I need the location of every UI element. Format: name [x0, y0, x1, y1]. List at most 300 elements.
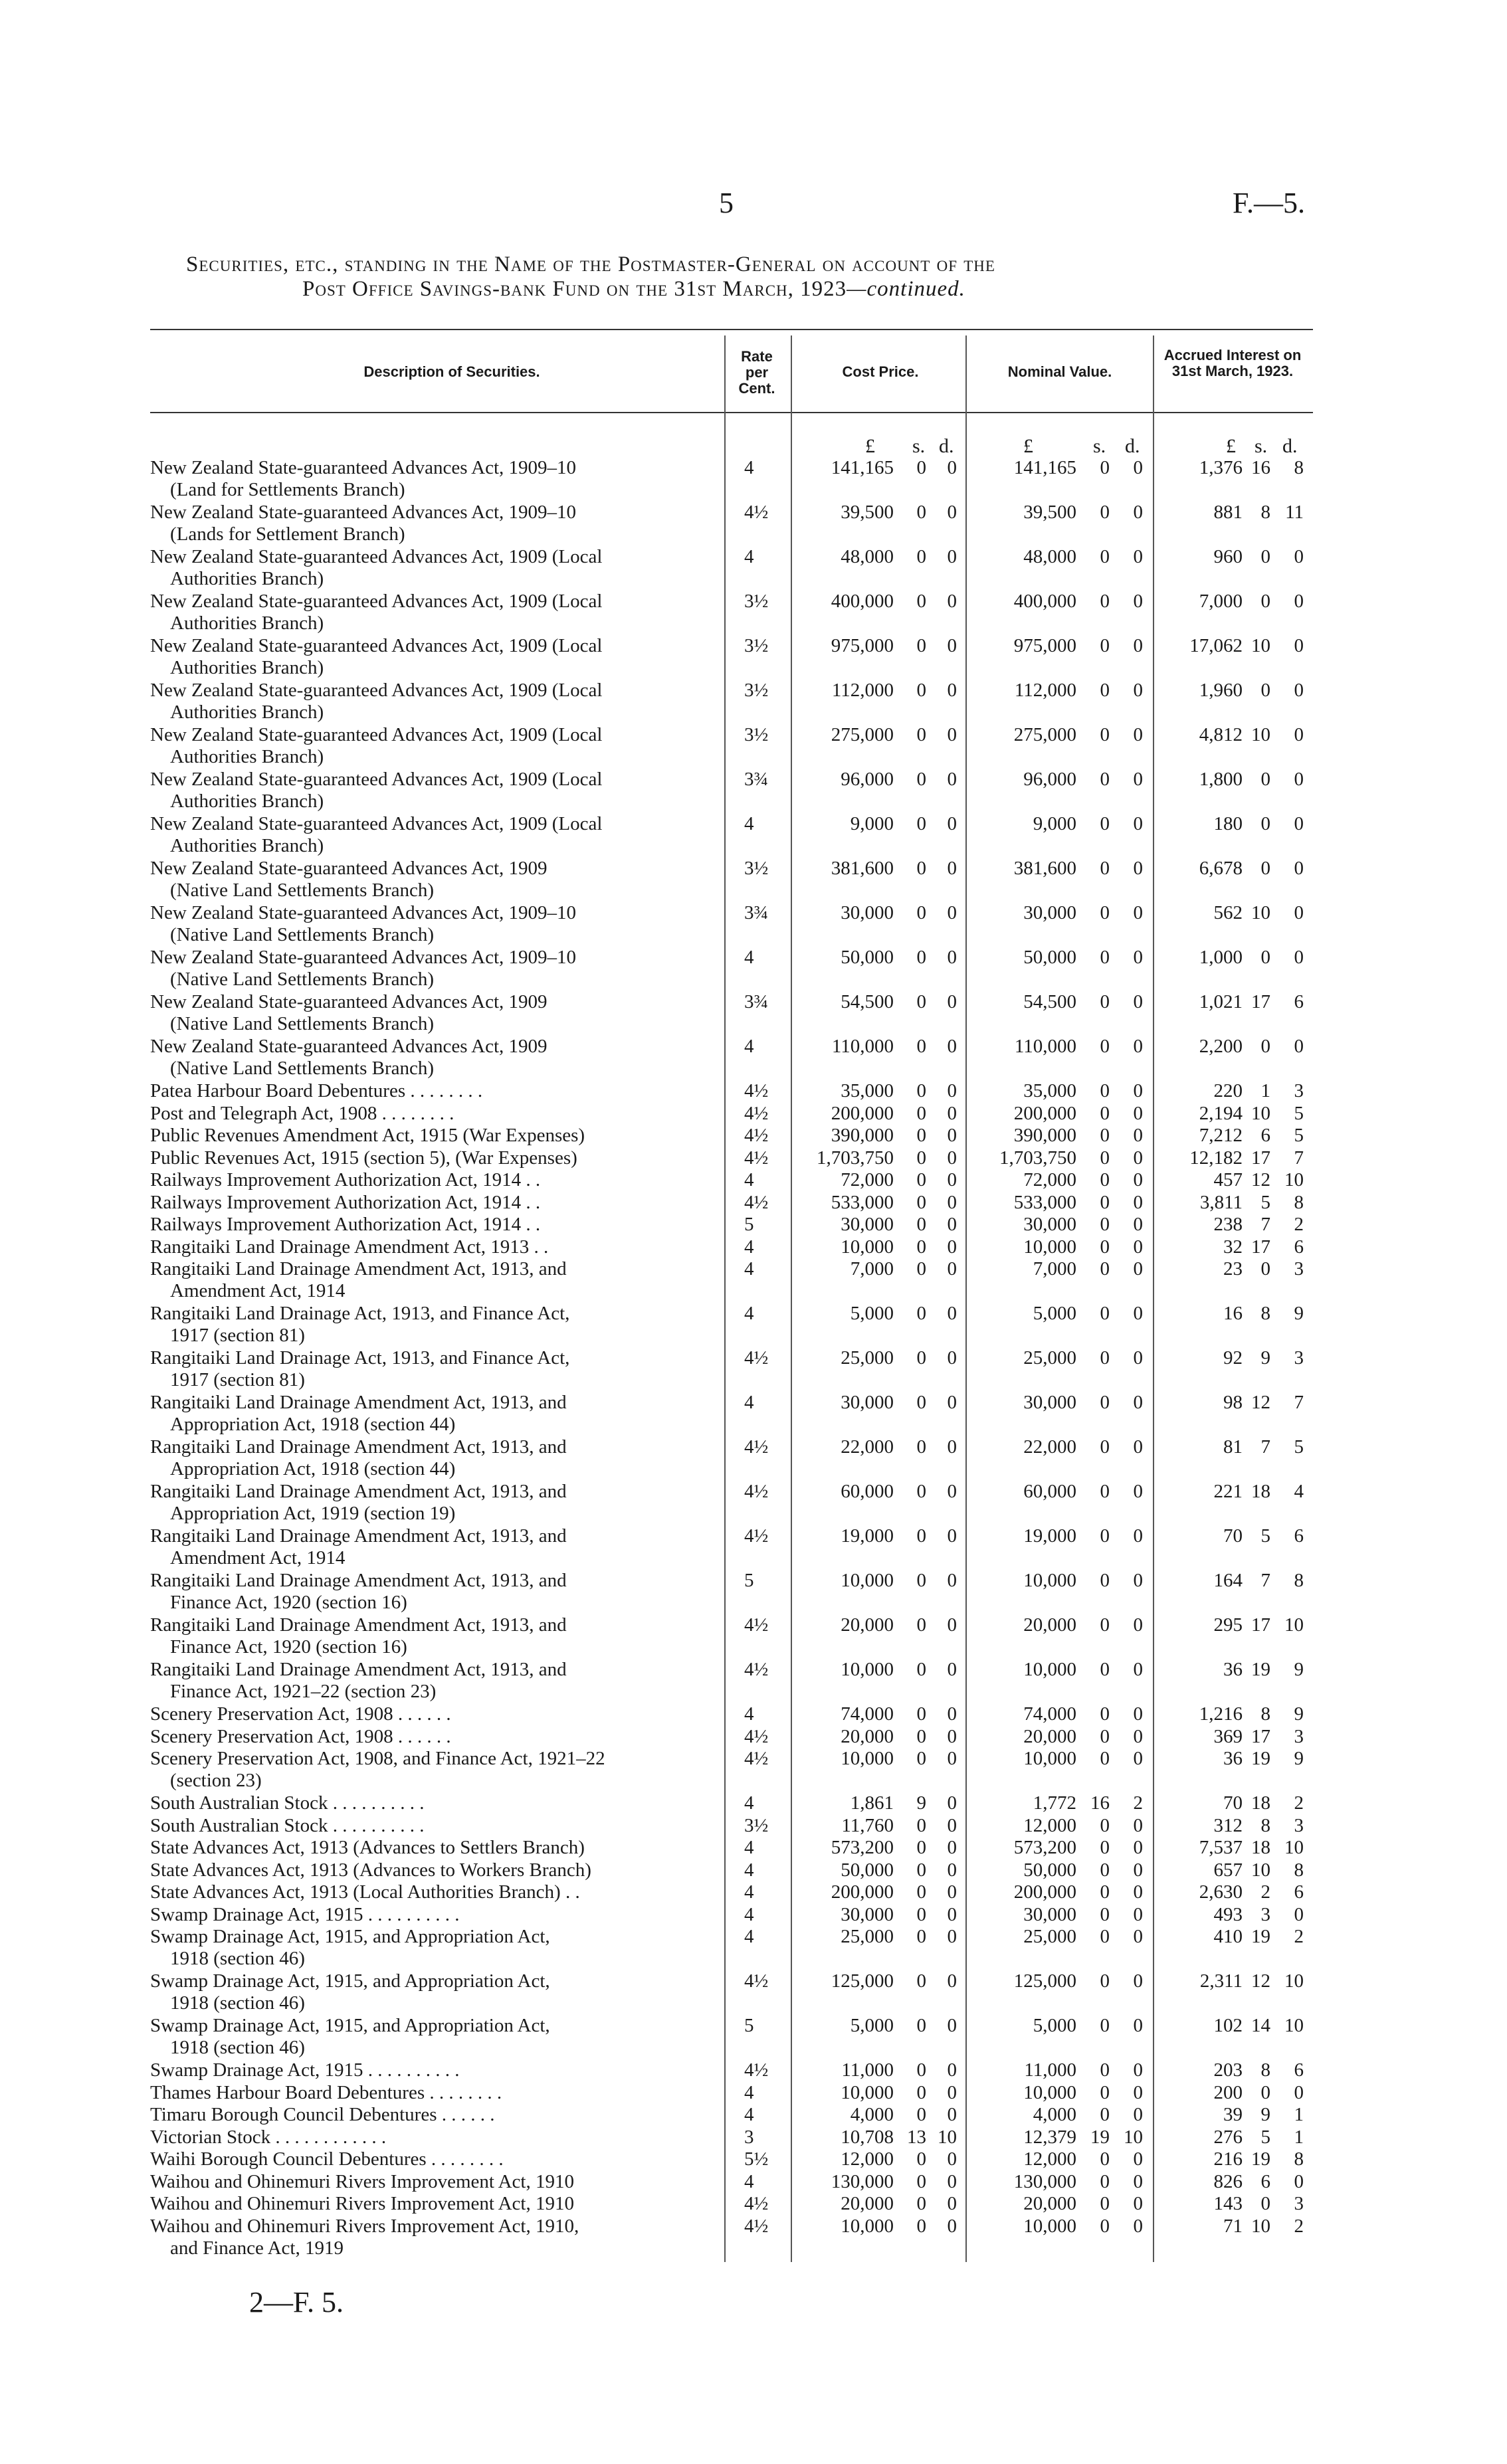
- table-row: [0, 1147, 1507, 1170]
- security-description: [150, 1392, 715, 1436]
- rate-cell: 4½: [744, 1191, 769, 1213]
- interest-shillings: 9: [1260, 1347, 1270, 1369]
- table-row: [0, 1970, 1507, 2015]
- rate-cell: 4: [744, 2081, 754, 2103]
- cost-pounds: 9,000: [850, 813, 894, 834]
- cost-pounds: 30,000: [841, 1392, 894, 1413]
- cost-shillings: 0: [916, 2215, 926, 2237]
- table-row: [0, 1347, 1507, 1392]
- title-continued: —continued.: [847, 277, 965, 301]
- nominal-pounds: 110,000: [1014, 1036, 1076, 1057]
- rate-cell: 4½: [744, 1659, 769, 1680]
- cost-shillings: 0: [916, 457, 926, 478]
- cost-pence: 0: [947, 991, 957, 1012]
- table-row: [0, 1214, 1507, 1236]
- cost-shillings: 9: [916, 1792, 926, 1814]
- interest-pounds: 826: [1213, 2170, 1243, 2192]
- description-continuation: 1917 (section 81): [170, 1369, 305, 1390]
- security-description: [150, 1815, 715, 1837]
- description-line: Timaru Borough Council Debentures . . . . . .: [150, 2104, 495, 2125]
- security-description: [150, 858, 715, 901]
- nominal-pounds: 48,000: [1023, 546, 1076, 567]
- nominal-pounds: 390,000: [1013, 1125, 1076, 1146]
- nominal-pence: 0: [1133, 591, 1143, 612]
- rate-cell: 3¾: [744, 769, 769, 790]
- cost-pounds: 381,600: [831, 858, 894, 879]
- nominal-pounds: 11,000: [1024, 2059, 1076, 2081]
- interest-pence: 8: [1294, 457, 1304, 478]
- footer-signature: 2—F. 5.: [249, 2286, 344, 2319]
- nominal-shillings: 0: [1100, 991, 1110, 1012]
- interest-shillings: 0: [1260, 2081, 1270, 2103]
- description-line: Rangitaiki Land Drainage Amendment Act, 1913, and: [150, 1258, 567, 1279]
- nominal-shillings: 0: [1100, 1169, 1110, 1190]
- description-continuation: Authorities Branch): [170, 613, 324, 634]
- cost-pence: 0: [947, 724, 957, 745]
- nominal-shillings: 0: [1100, 858, 1110, 879]
- interest-pence: 10: [1284, 2015, 1304, 2036]
- description-line: Waihou and Ohinemuri Rivers Improvement Act, 1910,: [150, 2215, 579, 2237]
- cost-shillings: 0: [916, 1881, 926, 1903]
- cost-pounds: 10,000: [841, 2215, 894, 2237]
- nominal-pence: 0: [1133, 1814, 1143, 1836]
- nominal-pence: 0: [1133, 1236, 1143, 1258]
- rate-cell: 4: [744, 1903, 754, 1925]
- rate-cell: 4: [744, 1036, 754, 1057]
- nominal-pounds: 1,703,750: [999, 1147, 1076, 1169]
- cost-pounds: 10,000: [841, 1659, 894, 1680]
- nominal-pence: 0: [1133, 1436, 1143, 1458]
- cost-pounds: 573,200: [831, 1837, 894, 1858]
- nominal-shillings: 0: [1100, 1659, 1110, 1680]
- nominal-pounds: 10,000: [1023, 2081, 1076, 2103]
- cost-shillings: 0: [916, 858, 926, 879]
- rate-cell: 3½: [744, 1814, 769, 1836]
- interest-pounds: 295: [1213, 1614, 1243, 1636]
- nominal-pence: 0: [1133, 1392, 1143, 1413]
- interest-pounds: 1,021: [1199, 991, 1243, 1012]
- interest-pounds: 1,000: [1199, 947, 1243, 968]
- description-line: New Zealand State-guaranteed Advances Act, 1909: [150, 991, 548, 1012]
- table-row: [0, 1614, 1507, 1659]
- cost-pence: 0: [947, 546, 957, 567]
- security-description: [150, 1347, 715, 1391]
- interest-shillings: 17: [1251, 1725, 1270, 1747]
- interest-shillings: 0: [1260, 546, 1270, 567]
- nominal-shillings: 0: [1100, 1703, 1110, 1725]
- interest-pounds: 16: [1223, 1303, 1243, 1324]
- nominal-pence: 0: [1133, 502, 1143, 523]
- interest-pence: 3: [1294, 1258, 1304, 1279]
- description-line: Victorian Stock . . . . . . . . . . . .: [150, 2126, 387, 2148]
- table-row: [0, 1792, 1507, 1815]
- description-continuation: Authorities Branch): [170, 702, 324, 723]
- security-description: [150, 1036, 715, 1080]
- table-row: [0, 1748, 1507, 1792]
- cost-shillings: 0: [916, 1169, 926, 1190]
- nominal-pence: 0: [1133, 1859, 1143, 1881]
- interest-pence: 0: [1294, 1903, 1304, 1925]
- description-line: New Zealand State-guaranteed Advances Act, 1909 (Local: [150, 635, 603, 656]
- header-rule-top: [150, 329, 1313, 330]
- nominal-pounds: 25,000: [1023, 1926, 1076, 1947]
- nominal-pence: 0: [1133, 1347, 1143, 1369]
- interest-pence: 3: [1294, 1347, 1304, 1369]
- rate-cell: 4½: [744, 1481, 769, 1502]
- cost-shillings: 0: [916, 1970, 926, 1992]
- table-row: [0, 1258, 1507, 1303]
- nominal-pounds: 200,000: [1013, 1102, 1076, 1124]
- cost-shillings: 0: [916, 1258, 926, 1279]
- interest-pence: 0: [1294, 680, 1304, 701]
- description-line: Railways Improvement Authorization Act, 1914 . .: [150, 1169, 541, 1190]
- security-description: [150, 1258, 715, 1302]
- nominal-pence: 0: [1133, 1214, 1143, 1235]
- table-row: [0, 2104, 1507, 2127]
- nominal-pence: 0: [1133, 1481, 1143, 1502]
- description-line: Public Revenues Act, 1915 (section 5), (War Expenses): [150, 1147, 577, 1169]
- title-line-2-text: Post Office Savings-bank Fund on the 31st March, 1923: [302, 277, 847, 301]
- interest-pence: 9: [1294, 1703, 1304, 1725]
- interest-pounds: 39: [1223, 2104, 1243, 2125]
- description-line: New Zealand State-guaranteed Advances Act, 1909: [150, 1036, 548, 1057]
- nominal-shillings: 0: [1100, 1258, 1110, 1279]
- cost-shillings: 0: [916, 1303, 926, 1324]
- interest-pence: 8: [1294, 1859, 1304, 1881]
- cost-pounds: 5,000: [850, 1303, 894, 1324]
- interest-shillings: 9: [1260, 2104, 1270, 2125]
- security-description: [150, 2127, 715, 2148]
- nominal-pence: 0: [1133, 1725, 1143, 1747]
- cost-pence: 0: [947, 1392, 957, 1413]
- cost-pence: 0: [947, 2104, 957, 2125]
- interest-pence: 0: [1294, 2081, 1304, 2103]
- nominal-pence: 0: [1133, 1881, 1143, 1903]
- description-line: State Advances Act, 1913 (Local Authorities Branch) . .: [150, 1881, 580, 1903]
- interest-shillings: 0: [1260, 858, 1270, 879]
- security-description: [150, 546, 715, 590]
- nominal-shillings: 0: [1100, 1036, 1110, 1057]
- description-continuation: (Native Land Settlements Branch): [170, 969, 435, 990]
- rate-cell: 5½: [744, 2148, 769, 2170]
- nominal-pence: 0: [1133, 457, 1143, 478]
- interest-pence: 6: [1294, 1525, 1304, 1547]
- description-line: Waihou and Ohinemuri Rivers Improvement Act, 1910: [150, 2193, 574, 2214]
- rate-cell: 3¾: [744, 991, 769, 1012]
- interest-pounds: 2,194: [1199, 1102, 1243, 1124]
- nominal-shillings: 0: [1100, 2215, 1110, 2237]
- rate-cell: 3: [744, 2126, 754, 2148]
- cost-pounds: 35,000: [841, 1080, 894, 1101]
- interest-pence: 3: [1294, 1814, 1304, 1836]
- security-description: [150, 1103, 715, 1125]
- interest-pence: 2: [1294, 1214, 1304, 1235]
- nominal-shillings: 0: [1100, 2104, 1110, 2125]
- interest-shillings: 12: [1251, 1392, 1270, 1413]
- rate-cell: 4½: [744, 2059, 769, 2081]
- description-continuation: and Finance Act, 1919: [170, 2237, 344, 2259]
- cost-pounds: 54,500: [841, 991, 894, 1012]
- table-row: [0, 2171, 1507, 2194]
- cost-pence: 0: [947, 1214, 957, 1235]
- cost-pence: 0: [947, 1837, 957, 1858]
- interest-pounds: 457: [1213, 1169, 1243, 1190]
- cost-pence-symbol: d.: [939, 435, 954, 457]
- description-continuation: Authorities Branch): [170, 835, 324, 856]
- interest-pounds: 102: [1213, 2015, 1243, 2036]
- security-description: [150, 1214, 715, 1236]
- interest-pounds: 2,311: [1199, 1970, 1243, 1992]
- description-line: New Zealand State-guaranteed Advances Act, 1909 (Local: [150, 591, 603, 612]
- rate-cell: 4: [744, 947, 754, 968]
- cost-pounds: 112,000: [831, 680, 894, 701]
- interest-shillings: 0: [1260, 2193, 1270, 2214]
- interest-pounds: 81: [1223, 1436, 1243, 1458]
- rate-cell: 3½: [744, 591, 769, 612]
- nominal-pence: 0: [1133, 1102, 1143, 1124]
- cost-pence: 0: [947, 2148, 957, 2170]
- security-description: [150, 769, 715, 812]
- cost-pence: 0: [947, 591, 957, 612]
- nominal-shillings: 0: [1100, 2148, 1110, 2170]
- cost-pence: 0: [947, 1169, 957, 1190]
- interest-pence: 0: [1294, 813, 1304, 834]
- table-row: [0, 1192, 1507, 1214]
- cost-shillings: 0: [916, 1191, 926, 1213]
- nominal-pence: 0: [1133, 635, 1143, 656]
- nominal-pence: 0: [1133, 2059, 1143, 2081]
- nominal-shillings: 0: [1100, 1837, 1110, 1858]
- nominal-shillings: 0: [1100, 457, 1110, 478]
- security-description: [150, 1570, 715, 1614]
- security-description: [150, 1926, 715, 1970]
- description-line: New Zealand State-guaranteed Advances Act, 1909 (Local: [150, 724, 603, 745]
- nominal-shillings: 0: [1100, 635, 1110, 656]
- nominal-pence: 0: [1133, 2148, 1143, 2170]
- interest-shillings: 8: [1260, 1303, 1270, 1324]
- description-continuation: Appropriation Act, 1918 (section 44): [170, 1414, 456, 1435]
- cost-pence: 0: [947, 2193, 957, 2214]
- description-line: Railways Improvement Authorization Act, 1914 . .: [150, 1191, 541, 1213]
- cost-shillings: 0: [916, 1614, 926, 1636]
- nominal-pounds: 200,000: [1013, 1881, 1076, 1903]
- cost-pence: 0: [947, 2170, 957, 2192]
- description-line: State Advances Act, 1913 (Advances to Settlers Branch): [150, 1837, 585, 1858]
- rate-cell: 4: [744, 1926, 754, 1947]
- interest-pence: 2: [1294, 1926, 1304, 1947]
- interest-pounds: 657: [1213, 1859, 1243, 1881]
- description-line: Rangitaiki Land Drainage Amendment Act, 1913, and: [150, 1570, 567, 1591]
- cost-pence: 0: [947, 947, 957, 968]
- interest-pounds: 312: [1213, 1814, 1243, 1836]
- description-continuation: Appropriation Act, 1919 (section 19): [170, 1503, 456, 1524]
- interest-pence: 3: [1294, 1725, 1304, 1747]
- interest-pence: 5: [1294, 1102, 1304, 1124]
- interest-pounds: 1,216: [1199, 1703, 1243, 1725]
- nominal-pence: 0: [1133, 2193, 1143, 2214]
- interest-pence: 10: [1284, 1614, 1304, 1636]
- rate-cell: 4½: [744, 1147, 769, 1169]
- interest-shillings: 5: [1260, 1525, 1270, 1547]
- table-row: [0, 858, 1507, 902]
- cost-shillings: 0: [916, 947, 926, 968]
- description-continuation: 1918 (section 46): [170, 1948, 305, 1969]
- nominal-pounds: 19,000: [1023, 1525, 1076, 1547]
- table-row: [0, 2148, 1507, 2171]
- nominal-pounds: 10,000: [1023, 1748, 1076, 1769]
- cost-pence: 0: [947, 1570, 957, 1591]
- security-description: [150, 991, 715, 1035]
- description-line: Railways Improvement Authorization Act, 1914 . .: [150, 1214, 541, 1235]
- interest-pounds: 1,960: [1199, 680, 1243, 701]
- nominal-pence: 0: [1133, 1748, 1143, 1769]
- security-description: [150, 1303, 715, 1347]
- interest-pounds: 7,000: [1199, 591, 1243, 612]
- rate-cell: 5: [744, 1214, 754, 1235]
- interest-pence: 9: [1294, 1303, 1304, 1324]
- security-description: [150, 2015, 715, 2059]
- table-row: [0, 1236, 1507, 1259]
- description-line: Rangitaiki Land Drainage Act, 1913, and Finance Act,: [150, 1303, 570, 1324]
- interest-shillings: 14: [1251, 2015, 1270, 2036]
- description-line: Rangitaiki Land Drainage Amendment Act, 1913 . .: [150, 1236, 549, 1258]
- cost-pence: 0: [947, 2215, 957, 2237]
- cost-pounds: 10,000: [841, 1748, 894, 1769]
- interest-shillings: 18: [1251, 1481, 1270, 1502]
- description-line: Rangitaiki Land Drainage Amendment Act, 1913, and: [150, 1481, 567, 1502]
- interest-pence: 6: [1294, 1881, 1304, 1903]
- interest-pounds: 98: [1223, 1392, 1243, 1413]
- rate-cell: 4: [744, 1859, 754, 1881]
- interest-pence: 6: [1294, 1236, 1304, 1258]
- interest-pounds: 220: [1213, 1080, 1243, 1101]
- interest-shillings: 5: [1260, 2126, 1270, 2148]
- rate-cell: 4½: [744, 502, 769, 523]
- description-continuation: (Native Land Settlements Branch): [170, 1013, 435, 1034]
- interest-pounds: 2,630: [1199, 1881, 1243, 1903]
- table-row: [0, 1837, 1507, 1859]
- nominal-shillings: 0: [1100, 1436, 1110, 1458]
- nominal-pounds: 30,000: [1023, 1392, 1076, 1413]
- cost-pence: 0: [947, 680, 957, 701]
- security-description: [150, 2193, 715, 2215]
- description-continuation: (Lands for Settlement Branch): [170, 523, 405, 545]
- cost-pounds: 141,165: [831, 457, 894, 478]
- table-row: [0, 991, 1507, 1036]
- interest-pounds: 960: [1213, 546, 1243, 567]
- nominal-pounds: 130,000: [1013, 2170, 1076, 2192]
- cost-pounds: 20,000: [841, 2193, 894, 2214]
- nominal-shillings: 0: [1100, 813, 1110, 834]
- rate-cell: 4½: [744, 1080, 769, 1101]
- nominal-shillings: 0: [1100, 1147, 1110, 1169]
- description-line: Scenery Preservation Act, 1908 . . . . . .: [150, 1725, 451, 1747]
- table-row: [0, 813, 1507, 858]
- interest-shillings: 0: [1260, 947, 1270, 968]
- security-description: [150, 1525, 715, 1569]
- interest-pence: 5: [1294, 1125, 1304, 1146]
- interest-pounds: 36: [1223, 1659, 1243, 1680]
- interest-pence: 10: [1284, 1837, 1304, 1858]
- interest-pence: 9: [1294, 1748, 1304, 1769]
- description-line: Public Revenues Amendment Act, 1915 (War Expenses): [150, 1125, 585, 1146]
- table-row: [0, 1525, 1507, 1570]
- description-continuation: 1917 (section 81): [170, 1325, 305, 1346]
- cost-pounds: 130,000: [831, 2170, 894, 2192]
- interest-shillings: 17: [1251, 1236, 1270, 1258]
- interest-pounds: 369: [1213, 1725, 1243, 1747]
- interest-pence: 2: [1294, 1792, 1304, 1814]
- nominal-pounds: 573,200: [1013, 1837, 1076, 1858]
- description-continuation: Authorities Branch): [170, 791, 324, 812]
- rate-cell: 4½: [744, 2193, 769, 2214]
- description-line: State Advances Act, 1913 (Advances to Workers Branch): [150, 1859, 591, 1881]
- security-description: [150, 1703, 715, 1725]
- cost-pence: 0: [947, 1036, 957, 1057]
- cost-pence: 0: [947, 1903, 957, 1925]
- table-row: [0, 1125, 1507, 1147]
- description-continuation: Finance Act, 1920 (section 16): [170, 1592, 407, 1613]
- interest-pound-symbol: £: [1226, 435, 1236, 457]
- cost-pounds: 50,000: [841, 1859, 894, 1881]
- cost-pence: 0: [947, 2081, 957, 2103]
- nominal-shillings: 0: [1100, 2193, 1110, 2214]
- cost-pence: 0: [947, 1258, 957, 1279]
- rate-cell: 4: [744, 1837, 754, 1858]
- table-row: [0, 1303, 1507, 1347]
- interest-pence: 0: [1294, 858, 1304, 879]
- description-line: Scenery Preservation Act, 1908, and Finance Act, 1921–22: [150, 1748, 605, 1769]
- cost-pounds: 30,000: [841, 902, 894, 923]
- interest-pence: 8: [1294, 1191, 1304, 1213]
- interest-shillings: 0: [1260, 680, 1270, 701]
- cost-shillings: 0: [916, 1570, 926, 1591]
- nominal-pence: 0: [1133, 724, 1143, 745]
- cost-pounds: 400,000: [831, 591, 894, 612]
- cost-shillings: 0: [916, 991, 926, 1012]
- nominal-shillings: 0: [1100, 902, 1110, 923]
- nominal-shillings: 0: [1100, 1392, 1110, 1413]
- security-description: [150, 1881, 715, 1903]
- cost-pence: 0: [947, 1725, 957, 1747]
- nominal-pounds: 10,000: [1023, 2215, 1076, 2237]
- security-description: [150, 680, 715, 723]
- cost-shillings: 0: [916, 1214, 926, 1235]
- nominal-pounds: 12,000: [1023, 1814, 1076, 1836]
- table-row: [0, 1815, 1507, 1838]
- nominal-shillings: 0: [1100, 1570, 1110, 1591]
- description-continuation: Finance Act, 1920 (section 16): [170, 1636, 407, 1658]
- interest-shillings: 18: [1251, 1792, 1270, 1814]
- description-continuation: (Native Land Settlements Branch): [170, 924, 435, 945]
- interest-pence: 0: [1294, 546, 1304, 567]
- interest-pence: 3: [1294, 2193, 1304, 2214]
- nominal-pounds: 533,000: [1013, 1191, 1076, 1213]
- nominal-pounds: 400,000: [1013, 591, 1076, 612]
- nominal-pounds: 10,000: [1023, 1570, 1076, 1591]
- cost-pounds: 39,500: [841, 502, 894, 523]
- interest-pounds: 3,811: [1199, 1191, 1243, 1213]
- cost-pounds: 10,000: [841, 1570, 894, 1591]
- nominal-pounds: 141,165: [1013, 457, 1076, 478]
- nominal-pence: 10: [1124, 2126, 1143, 2148]
- cost-pounds: 60,000: [841, 1481, 894, 1502]
- nominal-shillings: 0: [1100, 1214, 1110, 1235]
- rate-cell: 4½: [744, 1125, 769, 1146]
- nominal-shillings: 0: [1100, 1725, 1110, 1747]
- table-row: [0, 2193, 1507, 2216]
- nominal-pound-symbol: £: [1023, 435, 1033, 457]
